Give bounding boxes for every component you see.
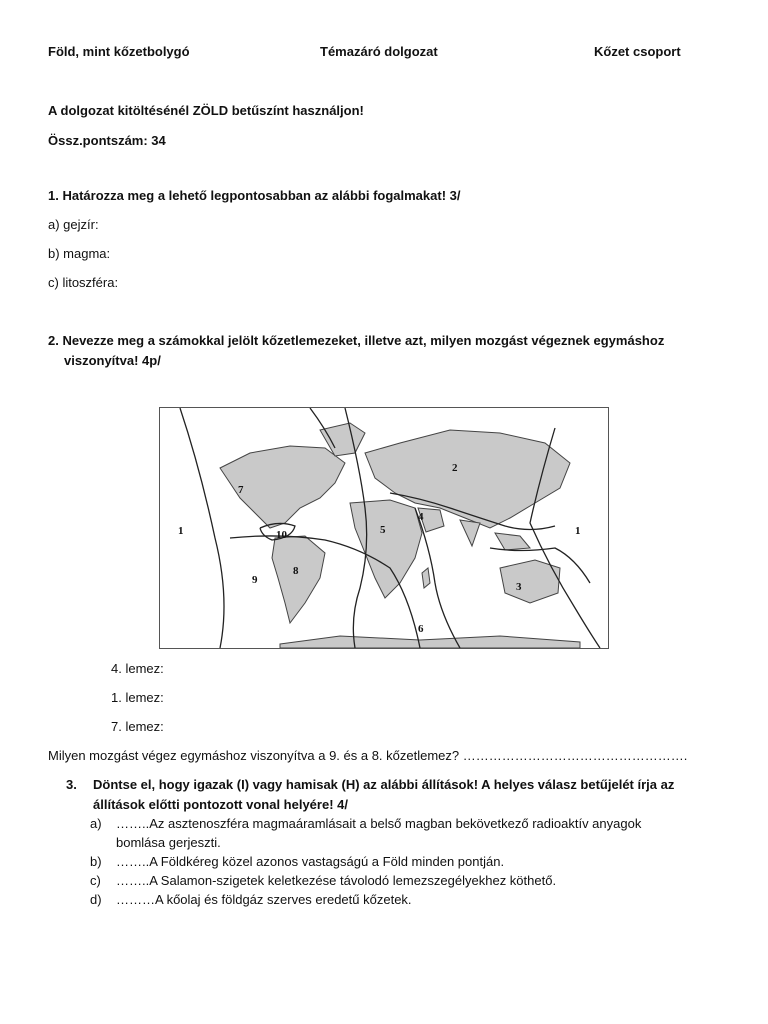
statement-b-mark: b): [90, 854, 102, 869]
plate-7-answer: 7. lemez:: [111, 719, 164, 734]
map-label-1-west: 1: [178, 525, 184, 537]
tectonic-plate-map: [159, 407, 609, 649]
question-2-title-line2: viszonyítva! 4p/: [64, 353, 161, 368]
map-label-1-east: 1: [575, 525, 581, 537]
map-label-8: 8: [293, 565, 299, 577]
map-label-5: 5: [380, 524, 386, 536]
plate-1-answer: 1. lemez:: [111, 690, 164, 705]
map-label-7: 7: [238, 484, 244, 496]
question-1-item-b: b) magma:: [48, 246, 111, 261]
instruction-color: A dolgozat kitöltésénél ZÖLD betűszínt használjon!: [48, 103, 364, 118]
map-label-4: 4: [418, 511, 424, 523]
statement-d-text: ………A kőolaj és földgáz szerves eredetű kőzetek.: [116, 892, 412, 907]
statement-c-mark: c): [90, 873, 101, 888]
statement-a-mark: a): [90, 816, 102, 831]
statement-a: [90, 816, 641, 831]
question-3-title-line1: Döntse el, hogy igazak (I) vagy hamisak (H) az alábbi állítások! A helyes válasz betűjelét írja az: [93, 777, 675, 792]
se-asia-islands: [495, 533, 530, 550]
antarctica-landmass: [280, 636, 580, 648]
plate-4-answer: 4. lemez:: [111, 661, 164, 676]
question-1-item-a: a) gejzír:: [48, 217, 99, 232]
statement-a-continuation: bomlása gerjeszti.: [116, 835, 221, 850]
map-label-2: 2: [452, 462, 458, 474]
map-label-3: 3: [516, 581, 522, 593]
statement-b: [90, 854, 504, 869]
map-label-9: 9: [252, 574, 258, 586]
movement-question: Milyen mozgást végez egymáshoz viszonyítva a 9. és a 8. kőzetlemez? …………………………………………….: [48, 748, 688, 763]
south-america-landmass: [272, 536, 325, 623]
header-test-type: Témazáró dolgozat: [320, 44, 438, 59]
question-3-title-line2: állítások előtti pontozott vonal helyére! 4/: [93, 797, 348, 812]
statement-d: [90, 892, 412, 907]
statement-c-text: ……..A Salamon-szigetek keletkezése távolodó lemezszegélyekhez köthető.: [116, 873, 557, 888]
question-3-number: 3.: [66, 777, 77, 792]
statement-a-text: ……..Az asztenoszféra magmaáramlásait a belső magban bekövetkező radioaktív anyagok: [116, 816, 642, 831]
header-course-title: Föld, mint kőzetbolygó: [48, 44, 190, 59]
statement-c: [90, 873, 556, 888]
statement-b-text: ……..A Földkéreg közel azonos vastagságú a Föld minden pontján.: [116, 854, 505, 869]
header-group: Kőzet csoport: [594, 44, 681, 59]
question-1-item-c: c) litoszféra:: [48, 275, 119, 290]
map-label-10: 10: [276, 529, 287, 541]
question-2-title-line1: 2. Nevezze meg a számokkal jelölt kőzetlemezeket, illetve azt, milyen mozgást végeznek egymáshoz: [48, 333, 665, 348]
india-landmass: [460, 520, 480, 546]
total-points: Össz.pontszám: 34: [48, 133, 166, 148]
map-label-6: 6: [418, 623, 424, 635]
madagascar-landmass: [422, 568, 430, 588]
statement-d-mark: d): [90, 892, 102, 907]
question-1-title: 1. Határozza meg a lehető legpontosabban az alábbi fogalmakat! 3/: [48, 188, 461, 203]
world-map-image: [160, 408, 608, 648]
